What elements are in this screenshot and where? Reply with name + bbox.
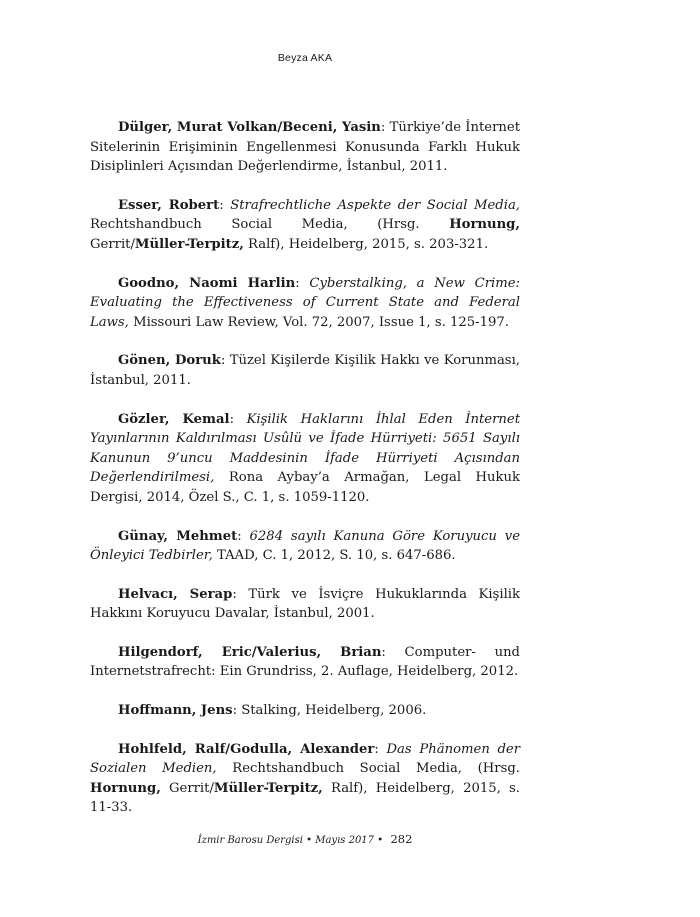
- author-name: Hohlfeld, Ralf/Godulla, Alexander: [118, 741, 375, 757]
- author-name: Helvacı, Serap: [118, 586, 233, 602]
- reference-entry: [90, 740, 520, 818]
- author-name: Hoffmann, Jens: [118, 703, 233, 719]
- reference-text: Rechtshandbuch Social Media, (Hrsg.: [90, 217, 450, 233]
- work-title: Strafrechtliche Aspekte der Social Media,: [230, 197, 520, 213]
- reference-text: : Stalking, Heidelberg, 2006.: [232, 703, 427, 719]
- journal-name: İzmir Barosu Dergisi • Mayıs 2017 •: [197, 835, 384, 846]
- work-title: 6284 sayılı Kanuna Göre Koruyucu ve Önleyici Tedbirler,: [90, 528, 520, 564]
- work-title: Das Phänomen der Sozialen Medien,: [90, 741, 521, 777]
- reference-text: Rechtshandbuch Social Media, (Hrsg.: [216, 761, 520, 777]
- reference-text: :: [295, 275, 310, 291]
- author-name: Müller-Terpitz,: [134, 236, 244, 252]
- reference-text: :: [219, 197, 231, 213]
- reference-text: Gerrit/: [160, 780, 214, 796]
- page-number: 282: [390, 832, 413, 846]
- author-name: Dülger, Murat Volkan/Beceni, Yasin: [118, 120, 381, 135]
- reference-text: Ralf), Heidelberg, 2015, s. 11-33.: [90, 780, 520, 816]
- reference-entry: [90, 585, 520, 624]
- reference-text: : Computer- und Internetstrafrecht: Ein Grundriss, 2. Auflage, Heidelberg, 2012.: [90, 644, 521, 680]
- reference-text: : Tüzel Kişilerde Kişilik Hakkı ve Korunması, İstanbul, 2011.: [90, 353, 520, 388]
- reference-text: : Türkiye’de İnternet Sitelerinin Erişiminin Engellenmesi Konusunda Farklı Hukuk Disiplinleri Açısından Değerlendirme, İstanbul, 2011.: [90, 120, 521, 175]
- page-footer: [0, 832, 610, 846]
- reference-text: : Türk ve İsviçre Hukuklarında Kişilik Hakkını Koruyucu Davalar, İstanbul, 2001.: [90, 586, 520, 622]
- author-name: Gözler, Kemal: [118, 411, 230, 427]
- work-title: Cyberstalking, a New Crime: Evaluating the Effectiveness of Current State and Federal Laws,: [90, 275, 520, 330]
- reference-text: Gerrit/: [90, 236, 135, 252]
- reference-text: :: [229, 411, 247, 427]
- reference-text: Missouri Law Review, Vol. 72, 2007, Issue 1, s. 125-197.: [128, 314, 509, 330]
- reference-text: :: [374, 741, 387, 757]
- author-name: Hornung,: [90, 780, 161, 796]
- reference-text: :: [237, 528, 250, 544]
- work-title: Kişilik Haklarını İhlal Eden İnternet Yayınlarının Kaldırılması Usûlü ve İfade Hürriyeti: 5651 Sayılı Kanunun 9’uncu Maddesinin İfade Hürriyeti Açısından Değerlendirilmesi,: [90, 411, 520, 486]
- author-name: Gönen, Doruk: [118, 353, 221, 369]
- reference-entry: [90, 701, 520, 721]
- reference-entry: [90, 274, 520, 333]
- reference-entry: [90, 118, 520, 177]
- author-name: Esser, Robert: [118, 197, 220, 213]
- reference-list: [90, 118, 520, 837]
- reference-entry: [90, 643, 520, 682]
- reference-entry: [90, 196, 520, 255]
- reference-entry: [90, 410, 520, 508]
- author-name: Goodno, Naomi Harlin: [118, 275, 296, 291]
- reference-entry: [90, 351, 520, 390]
- reference-text: Rona Aybay’a Armağan, Legal Hukuk Dergisi, 2014, Özel S., C. 1, s. 1059-1120.: [90, 470, 520, 505]
- reference-text: TAAD, C. 1, 2012, S. 10, s. 647-686.: [212, 548, 456, 564]
- author-name: Günay, Mehmet: [118, 528, 238, 544]
- running-header: Beyza AKA: [277, 52, 333, 64]
- author-name: Hornung,: [449, 217, 520, 233]
- author-name: Hilgendorf, Eric/Valerius, Brian: [118, 644, 382, 660]
- author-name: Müller-Terpitz,: [213, 780, 323, 796]
- reference-text: Ralf), Heidelberg, 2015, s. 203-321.: [243, 236, 489, 252]
- reference-entry: [90, 527, 520, 566]
